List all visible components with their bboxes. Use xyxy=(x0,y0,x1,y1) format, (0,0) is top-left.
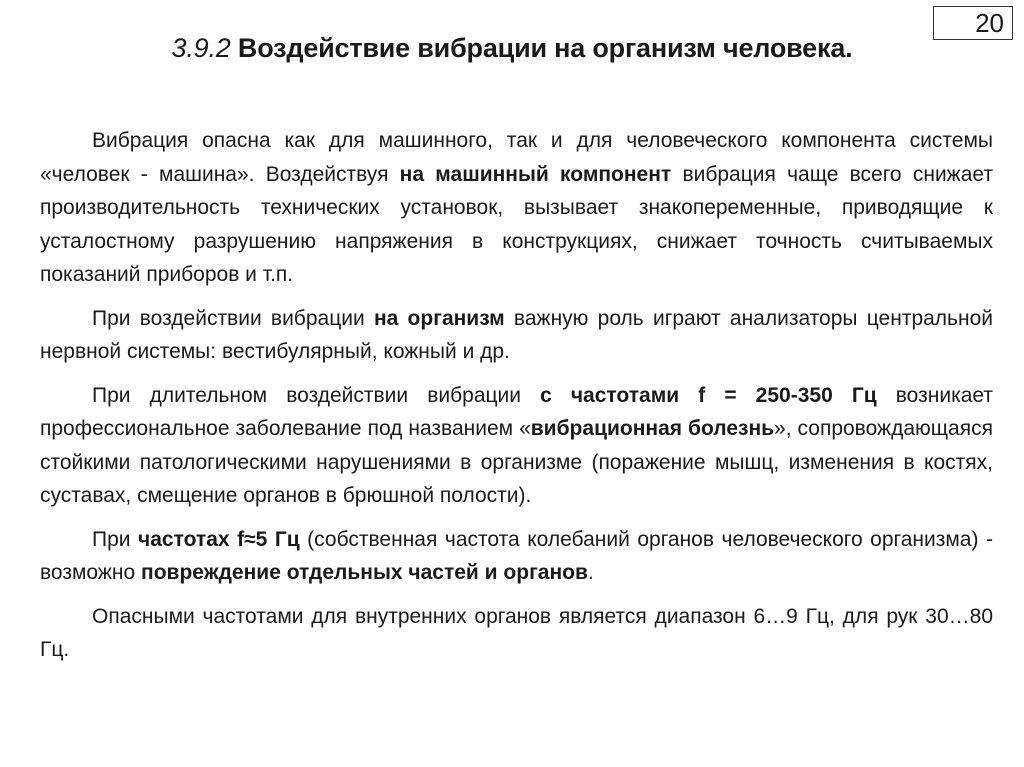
slide-title xyxy=(0,28,1024,68)
bold-text-span: на организм xyxy=(373,306,505,330)
body-text xyxy=(40,124,993,677)
text-span: », сопровождающаяся стойкими патологическими нарушениями в организме (поражение мышц, изменения в костях, суставах, смещение органов в брюшной полости). xyxy=(40,417,993,507)
paragraph xyxy=(40,302,993,369)
text-span: При xyxy=(92,527,139,551)
text-span: важную роль играют анализаторы центральной нервной системы: вестибулярный, кожный и др. xyxy=(40,306,994,363)
text-span: (собственная частота колебаний органов человеческого организма) - возможно xyxy=(40,527,994,584)
bold-text-span: с частотами f = 250-350 Гц xyxy=(540,383,877,407)
section-title: Воздействие вибрации на организм человека. xyxy=(237,33,853,63)
text-span: вибрация чаще всего снижает производительность технических установок, вызывает знакопеременные, приводящие к усталостному разрушению напряжения в конструкциях, снижает точность считываемых показаний приборов и т.п. xyxy=(40,162,993,286)
section-number: 3.9.2 xyxy=(171,33,231,63)
paragraph xyxy=(40,379,993,513)
bold-text-span: повреждение отдельных частей и органов xyxy=(141,561,588,584)
bold-text-span: вибрационная болезнь xyxy=(530,417,775,440)
bold-text-span: частотах f≈5 Гц xyxy=(138,527,300,551)
paragraph xyxy=(40,124,993,292)
paragraph xyxy=(40,600,993,667)
paragraph xyxy=(40,523,993,590)
page-number: 20 xyxy=(975,8,1004,38)
text-span: . xyxy=(587,561,594,584)
text-span: При воздействии вибрации xyxy=(92,306,374,330)
text-span: Опасными частотами для внутренних органов является диапазон 6…9 Гц, для рук 30…80 Гц. xyxy=(40,604,993,661)
text-span: возникает профессиональное заболевание под названием « xyxy=(40,383,993,440)
text-span: При длительном воздействии вибрации xyxy=(92,383,541,407)
text-span: Вибрация опасна как для машинного, так и для человеческого компонента системы «человек - машина». Воздействуя xyxy=(40,129,993,186)
bold-text-span: на машинный компонент xyxy=(399,162,672,186)
